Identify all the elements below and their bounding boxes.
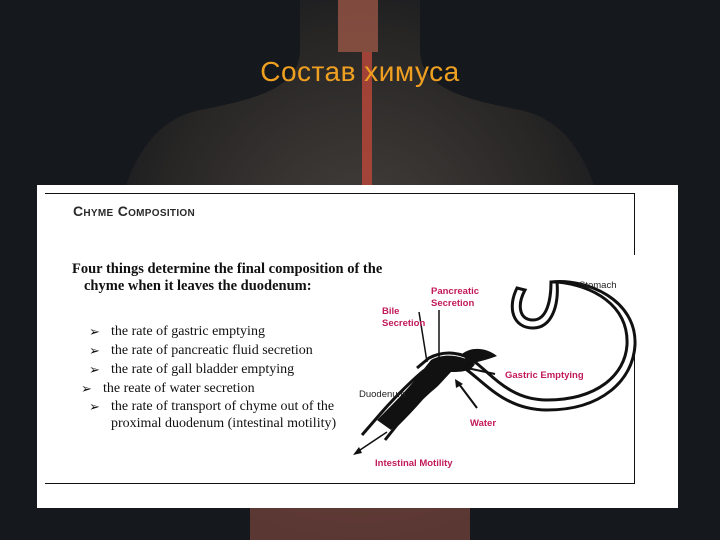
stomach-duodenum-diagram bbox=[347, 260, 647, 475]
motility-arrow bbox=[357, 432, 387, 452]
list-item-text: the reate of water secretion bbox=[103, 381, 255, 396]
stomach-outline bbox=[512, 282, 557, 328]
list-item-text: the rate of gall bladder emptying bbox=[111, 362, 295, 377]
label-stomach: Stomach bbox=[579, 280, 617, 291]
chyme-composition-figure bbox=[37, 185, 678, 508]
arrow-bullet-icon: ➢ bbox=[89, 399, 100, 414]
figure-frame-right-upper bbox=[634, 193, 635, 255]
slide-title: Состав химуса bbox=[260, 56, 460, 87]
arrow-bullet-icon: ➢ bbox=[89, 324, 100, 339]
list-item bbox=[87, 398, 387, 432]
label-bile-secretion: Bile bbox=[382, 306, 400, 317]
list-item-text: the rate of transport of chyme out of the proximal duodenum (intestinal motility) bbox=[111, 399, 337, 431]
figure-frame-bottom bbox=[45, 483, 635, 484]
determinants-list bbox=[81, 322, 387, 432]
label-gastric-emptying: Gastric Emptying bbox=[505, 370, 584, 381]
arrow-bullet-icon: ➢ bbox=[81, 381, 92, 396]
water-arrow bbox=[459, 384, 477, 408]
label-pancreatic-secretion: Pancreatic bbox=[431, 286, 480, 297]
list-item bbox=[81, 379, 387, 398]
figure-intro-text: Four things determine the final composition of the chyme when it leaves the duodenum: bbox=[72, 261, 383, 294]
figure-frame-top bbox=[45, 193, 635, 194]
list-item bbox=[87, 341, 387, 360]
label-water: Water bbox=[470, 418, 497, 429]
figure-heading: Chyme Composition bbox=[73, 203, 195, 219]
label-pancreatic-secretion-2: Secretion bbox=[431, 298, 475, 309]
list-item-text: the rate of gastric emptying bbox=[111, 324, 265, 339]
arrow-bullet-icon: ➢ bbox=[89, 362, 100, 377]
label-bile-secretion-2: Secretion bbox=[382, 318, 426, 329]
label-intestinal-motility: Intestinal Motility bbox=[375, 458, 453, 469]
list-item bbox=[87, 322, 387, 341]
list-item bbox=[87, 360, 387, 379]
list-item-text: the rate of pancreatic fluid secretion bbox=[111, 343, 313, 358]
label-duodenum: Duodenum bbox=[359, 389, 406, 400]
motility-arrowhead bbox=[353, 447, 362, 455]
arrow-bullet-icon: ➢ bbox=[89, 343, 100, 358]
